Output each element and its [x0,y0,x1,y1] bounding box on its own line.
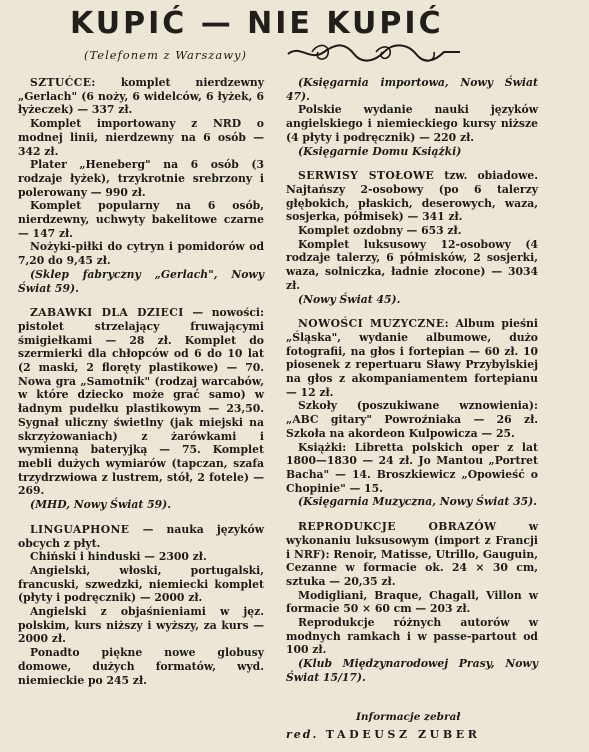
right-column [286,76,538,685]
music-heading: NOWOŚCI MUZYCZNE: [298,317,449,331]
linguaphone-text: — nauka języków obcych z płyt. [18,522,264,550]
page-subtitle: (Telefonem z Warszawy) [84,48,248,62]
dinner-sets-item: Komplet ozdobny — 653 zł. [298,224,462,238]
page-title: KUPIĆ — NIE KUPIĆ [70,6,444,41]
music-item: Książki: Libretta polskich oper z lat 1800—1830 — 24 zł. Jo Mantou „Portret Bacha" — 14. Broszkiewicz „Opowieść o Chopinie" — 15. [286,440,538,495]
music-paragraph [286,317,538,399]
reproductions-item: Reprodukcje różnych autorów w modnych ramkach i w passe-partout od 100 zł. [286,616,538,657]
language-course-item: Polskie wydanie nauki języków angielskiego i niemieckiego kursy niższe (4 płyty i podręcznik) — 220 zł. [286,103,538,144]
cutlery-source: (Sklep fabryczny „Gerlach", Nowy Świat 59). [18,267,264,295]
linguaphone-item: Ponadto piękne nowe globusy domowe, dużych formatów, wyd. niemieckie po 245 zł. [18,646,264,687]
cutlery-item: Nożyki-piłki do cytryn i pomidorów od 7,20 do 9,45 zł. [18,240,264,268]
reproductions-paragraph [286,520,538,589]
toys-heading: ZABAWKI DLA DZIECI [30,306,184,320]
linguaphone-paragraph [18,523,264,550]
dinner-sets-source: (Nowy Świat 45). [298,292,401,306]
music-source: (Księgarnia Muzyczna, Nowy Świat 35). [298,495,537,509]
linguaphone-item: Angielski, włoski, portugalski, francuski, szwedzki, niemiecki komplet (płyty i podręcznik) — 2000 zł. [18,563,264,605]
music-text: Album pieśni „Śląska", wydanie albumowe, dużo fotografii, na głos i fortepian — 60 zł. 10 piosenek z repertuaru Sławy Przybylskiej na głos z akompaniamentem fortepianu — 12 zł. [286,317,538,399]
reproductions-heading: REPRODUKCJE OBRAZÓW [298,520,497,534]
dinner-sets-text: tzw. obiadowe. Najtańszy 2-osobowy (po 6 talerzy głębokich, płaskich, deserowych, waza, sosjerka, półmisek) — 341 zł. [286,169,538,224]
dinner-sets-item: Komplet luksusowy 12-osobowy (4 rodzaje talerzy, 6 półmisków, 2 sosjerki, waza, solniczka, ładnie złocone) — 3034 zł. [286,237,538,292]
editor-prefix: red. [286,728,319,741]
reproductions-source: (Klub Międzynarodowej Prasy, Nowy Świat 15/17). [286,657,538,684]
left-column [18,76,264,687]
bookstore-source: (Księgarnie Domu Książki) [298,144,462,158]
cutlery-heading: SZTUĆCE: [30,76,96,89]
reproductions-item: Modigliani, Braque, Chagall, Villon w formacie 50 × 60 cm — 203 zł. [286,588,538,616]
cutlery-item: Plater „Heneberg" na 6 osób (3 rodzaje łyżek), trzykrotnie srebrzony i polerowany — 990 zł. [18,158,264,199]
linguaphone-item: Chiński i hinduski — 2300 zł. [30,550,207,564]
cutlery-paragraph [18,76,264,117]
cutlery-text: komplet nierdzewny „Gerlach" (6 noży, 6 widelców, 6 łyżek, 6 łyżeczek) — 337 zł. [18,76,264,117]
editor-credit [286,728,480,741]
decorative-flourish-icon [284,40,464,66]
editor-name: TADEUSZ ZUBER [325,728,481,741]
toys-paragraph [18,306,264,498]
collected-label: Informacje zebrał [356,711,461,723]
toys-text: — nowości: pistolet strzelający fruwającymi śmigiełkami — 28 zł. Komplet do szermierki dla chłopców od 6 do 10 lat (2 maski, 2 floręty plastikowe) — 70. Nowa gra „Samotnik" (rodzaj warcabów, w które dziecko może grać samo) w ładnym pudełku plastikowym — 23,50. Sygnał uliczny świetlny (jak miejski na skrzyżowaniach) z żarówkami i wymienną bateryjką — 75. Komplet mebli dużych wymiarów (tapczan, szafa trzydrzwiowa z lustrem, stół, 2 fotele) — 269. [18,306,264,498]
bookstore-source: (Księgarnia importowa, Nowy Świat 47). [286,76,538,103]
reproductions-text: w wykonaniu luksusowym (import z Francji i NRF): Renoir, Matisse, Utrillo, Gauguin, Cezanne w formacie ok. 24 × 30 cm, sztuka — 20,35 zł. [286,520,538,588]
linguaphone-item: Angielski z objaśnieniami w jęz. polskim, kurs niższy i wyższy, za kurs — 2000 zł. [18,605,264,646]
cutlery-item: Komplet popularny na 6 osób, nierdzewny, uchwyty bakelitowe czarne — 147 zł. [18,199,264,240]
linguaphone-heading: LINGUAPHONE [30,522,130,536]
dinner-sets-heading: SERWISY STOŁOWE [298,169,435,183]
music-item: Szkoły (poszukiwane wznowienia): „ABC gitary" Powroźniaka — 26 zł. Szkoła na akordeon Kulpowicza — 25. [286,399,538,440]
dinner-sets-paragraph [286,169,538,224]
toys-source: (MHD, Nowy Świat 59). [30,498,171,512]
cutlery-item: Komplet importowany z NRD o modnej linii, nierdzewny na 6 osób — 342 zł. [18,117,264,158]
